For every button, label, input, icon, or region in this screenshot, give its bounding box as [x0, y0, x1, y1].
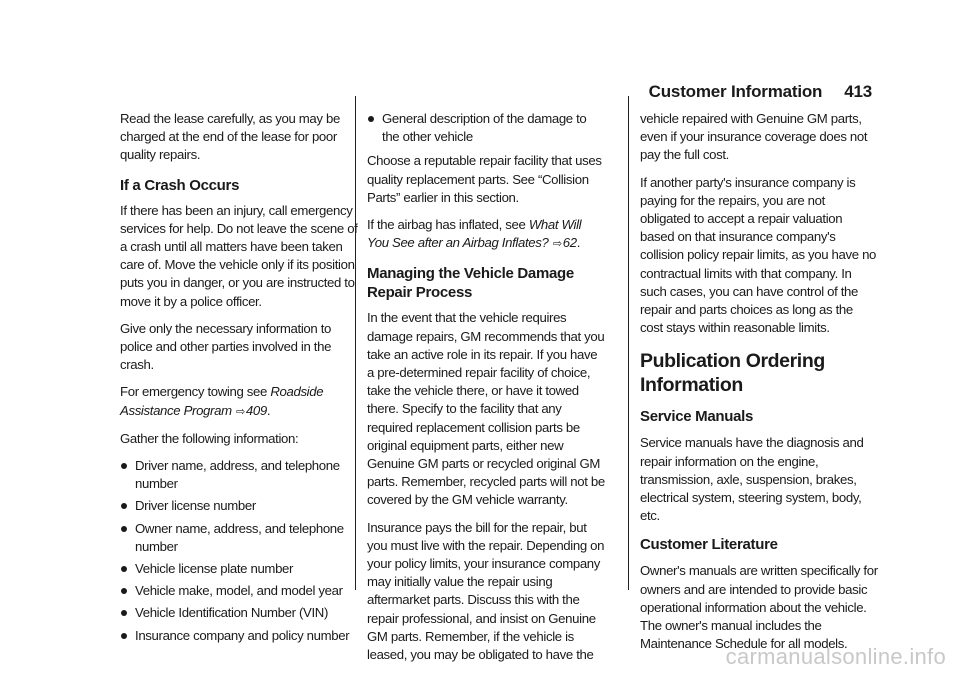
paragraph: Insurance pays the bill for the repair, but you must live with the repair. Depending on your policy limits, your insurance company may initially value the repair using aftermarket parts. Discuss this with the repair professional, and insist on Genuine GM parts. Remember, if the vehicle is leased, you may be obligated to have the: [367, 519, 605, 663]
bullet-icon: [368, 116, 374, 122]
list-item-text: General description of the damage to the other vehicle: [382, 111, 587, 145]
list-item: [120, 497, 358, 515]
column-1: [120, 110, 358, 651]
bullet-icon: [121, 463, 127, 469]
paragraph-airbag: [367, 216, 605, 253]
page-number: 413: [844, 82, 872, 101]
bullet-icon: [121, 566, 127, 572]
bullet-icon: [121, 588, 127, 594]
link-airbag-inflates[interactable]: What Will You See after an Airbag Inflates?: [367, 217, 582, 251]
heading-customer-literature: Customer Literature: [640, 536, 778, 554]
bullet-icon: [121, 503, 127, 509]
bullet-icon: [121, 610, 127, 616]
list-item-text: Vehicle make, model, and model year: [135, 583, 343, 599]
column-2: [367, 110, 605, 673]
heading-service-manuals: Service Manuals: [640, 408, 754, 426]
heading-managing-repair: Managing the Vehicle Damage Repair Process: [367, 265, 574, 302]
column-3: [640, 110, 878, 662]
list-item: [367, 110, 605, 146]
info-list-continued: [367, 110, 605, 146]
list-item: [120, 520, 358, 556]
watermark: carmanualsonline.info: [725, 644, 946, 669]
list-item-text: Driver name, address, and telephone number: [135, 458, 340, 492]
list-item-text: Vehicle Identification Number (VIN): [135, 605, 328, 621]
list-item: [120, 560, 358, 578]
bullet-icon: [121, 526, 127, 532]
list-item-text: Insurance company and policy number: [135, 627, 350, 643]
list-item-text: Owner name, address, and telephone number: [135, 520, 344, 554]
bullet-icon: [121, 633, 127, 639]
link-roadside-assistance[interactable]: Roadside Assistance Program: [120, 384, 324, 418]
text: .: [576, 235, 581, 251]
paragraph: vehicle repaired with Genuine GM parts, even if your insurance coverage does not pay the full cost.: [640, 111, 868, 163]
paragraph: In the event that the vehicle requires damage repairs, GM recommends that you take an active role in its repair. If you have a pre-determined repair facility of choice, take the vehicle there, or have it towed there. Specify to the facility that any required replacement collision parts be original equipment parts, either new Genuine GM parts or recycled original GM parts. Remember, recycled parts will not be covered by the GM vehicle warranty.: [367, 310, 605, 508]
page-header: [649, 82, 872, 102]
page-ref-409[interactable]: 409: [245, 402, 267, 418]
paragraph: Owner's manuals are written specifically for owners and are intended to provide basic operational information about the vehicle. The owner's manual includes the Maintenance Schedule for all models.: [640, 563, 878, 652]
list-item: [120, 582, 358, 600]
page-ref-62[interactable]: 62: [562, 235, 577, 251]
list-item: [120, 627, 358, 645]
page-ref-arrow-icon: ⇨: [236, 405, 245, 418]
header-title: Customer Information: [648, 82, 823, 101]
paragraph-towing: [120, 383, 358, 420]
list-item-text: Driver license number: [135, 498, 256, 514]
column-divider-2: [628, 96, 629, 590]
paragraph: Read the lease carefully, as you may be charged at the end of the lease for poor quality repairs.: [120, 111, 340, 163]
text: For emergency towing see: [120, 384, 271, 400]
list-item-text: Vehicle license plate number: [135, 561, 294, 577]
list-item: [120, 457, 358, 493]
paragraph: Service manuals have the diagnosis and repair information on the engine, transmission, axle, suspension, brakes, electrical system, steering system, body, etc.: [640, 435, 864, 524]
info-list: [120, 457, 358, 645]
text: .: [266, 402, 271, 418]
paragraph: Choose a reputable repair facility that uses quality replacement parts. See “Collision Parts” earlier in this section.: [367, 153, 602, 205]
paragraph: Give only the necessary information to police and other parties involved in the crash.: [120, 320, 332, 373]
page-ref-arrow-icon: ⇨: [552, 238, 562, 251]
list-item: [120, 604, 358, 622]
text: If the airbag has inflated, see: [367, 217, 529, 233]
paragraph: If another party's insurance company is paying for the repairs, you are not obligated to accept a repair valuation based on that insurance company's collision policy repair limits, as you have no contractual limits with that company. In such cases, you can have control of the repair and parts choices as long as the cost stays within reasonable limits.: [640, 174, 877, 336]
heading-publication-ordering: Publication Ordering Information: [640, 350, 825, 397]
paragraph: Gather the following information:: [120, 430, 299, 446]
heading-if-a-crash-occurs: If a Crash Occurs: [120, 176, 240, 194]
paragraph: If there has been an injury, call emergency services for help. Do not leave the scene of a crash until all matters have been taken care of. Move the vehicle only if its position puts you in danger, or you are instructed to move it by a police officer.: [120, 202, 358, 309]
